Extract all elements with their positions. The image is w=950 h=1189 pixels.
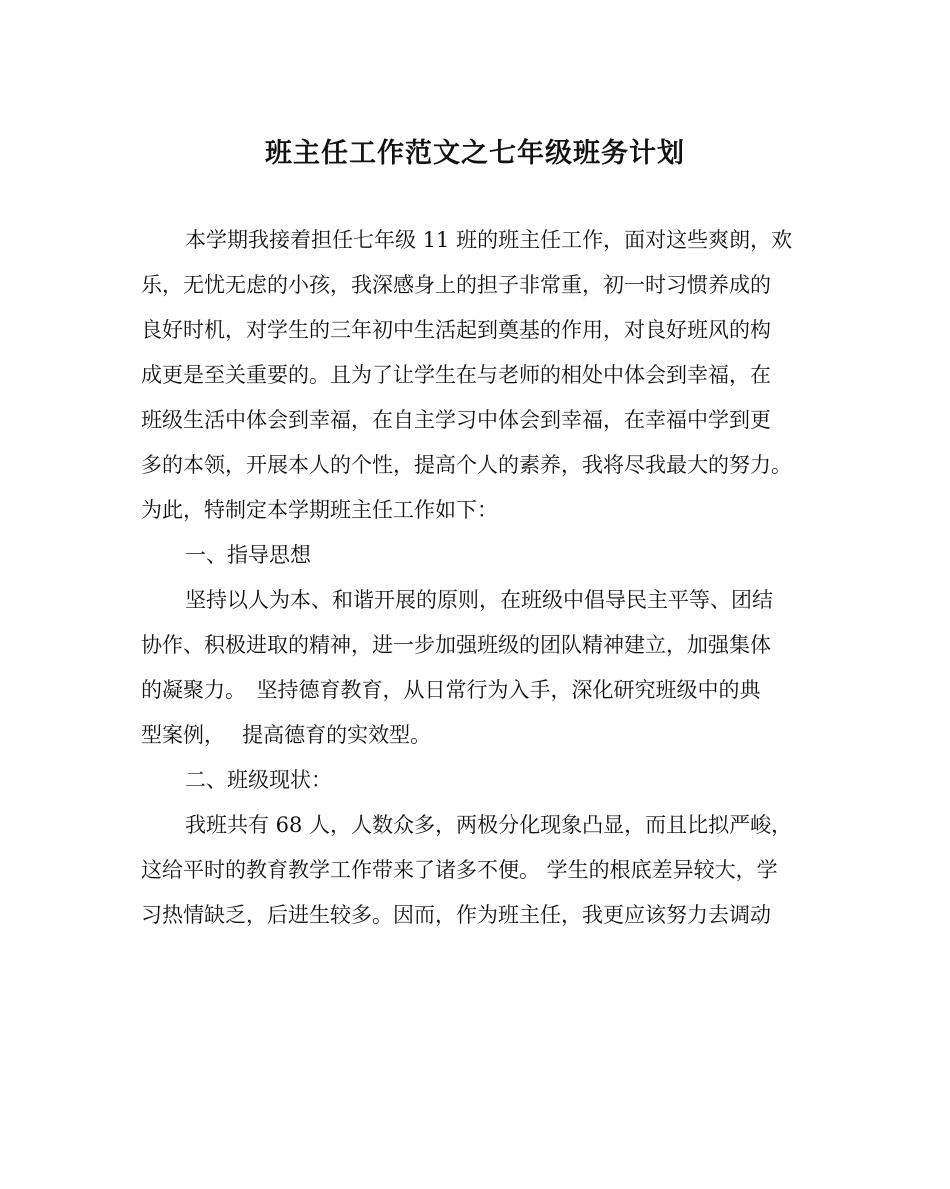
paragraph-line: 坚持以人为本、和谐开展的原则，在班级中倡导民主平等、团结: [185, 588, 773, 612]
paragraph-line: 习热情缺乏，后进生较多。因而，作为班主任，我更应该努力去调动: [141, 903, 771, 927]
paragraph-line: 成更是至关重要的。且为了让学生在与老师的相处中体会到幸福，在: [141, 363, 771, 387]
section-heading: 二、班级现状：: [185, 768, 332, 792]
paragraph-line: 协作、积极进取的精神，进一步加强班级的团队精神建立，加强集体: [141, 633, 771, 657]
paragraph-line: 型案例， 提高德育的实效型。: [141, 723, 432, 747]
paragraph-line: 本学期我接着担任七年级 11 班的班主任工作，面对这些爽朗，欢: [185, 228, 793, 252]
paragraph-line: 多的本领，开展本人的个性，提高个人的素养，我将尽我最大的努力。: [141, 453, 792, 477]
paragraph-line: 良好时机，对学生的三年初中生活起到奠基的作用，对良好班风的构: [141, 318, 771, 342]
paragraph-line: 乐，无忧无虑的小孩，我深感身上的担子非常重，初一时习惯养成的: [141, 273, 771, 297]
paragraph-line: 班级生活中体会到幸福，在自主学习中体会到幸福，在幸福中学到更: [141, 408, 771, 432]
paragraph-line: 为此，特制定本学期班主任工作如下：: [141, 498, 498, 522]
document-title: 班主任工作范文之七年级班务计划: [265, 138, 685, 169]
section-heading: 一、指导思想: [185, 543, 311, 567]
paragraph-line: 我班共有 68 人，人数众多，两极分化现象凸显，而且比拟严峻，: [185, 813, 793, 837]
paragraph-line: 的凝聚力。 坚持德育教育，从日常行为入手，深化研究班级中的典: [141, 678, 761, 702]
paragraph-line: 这给平时的教育教学工作带来了诸多不便。 学生的根底差异较大，学: [141, 858, 778, 882]
